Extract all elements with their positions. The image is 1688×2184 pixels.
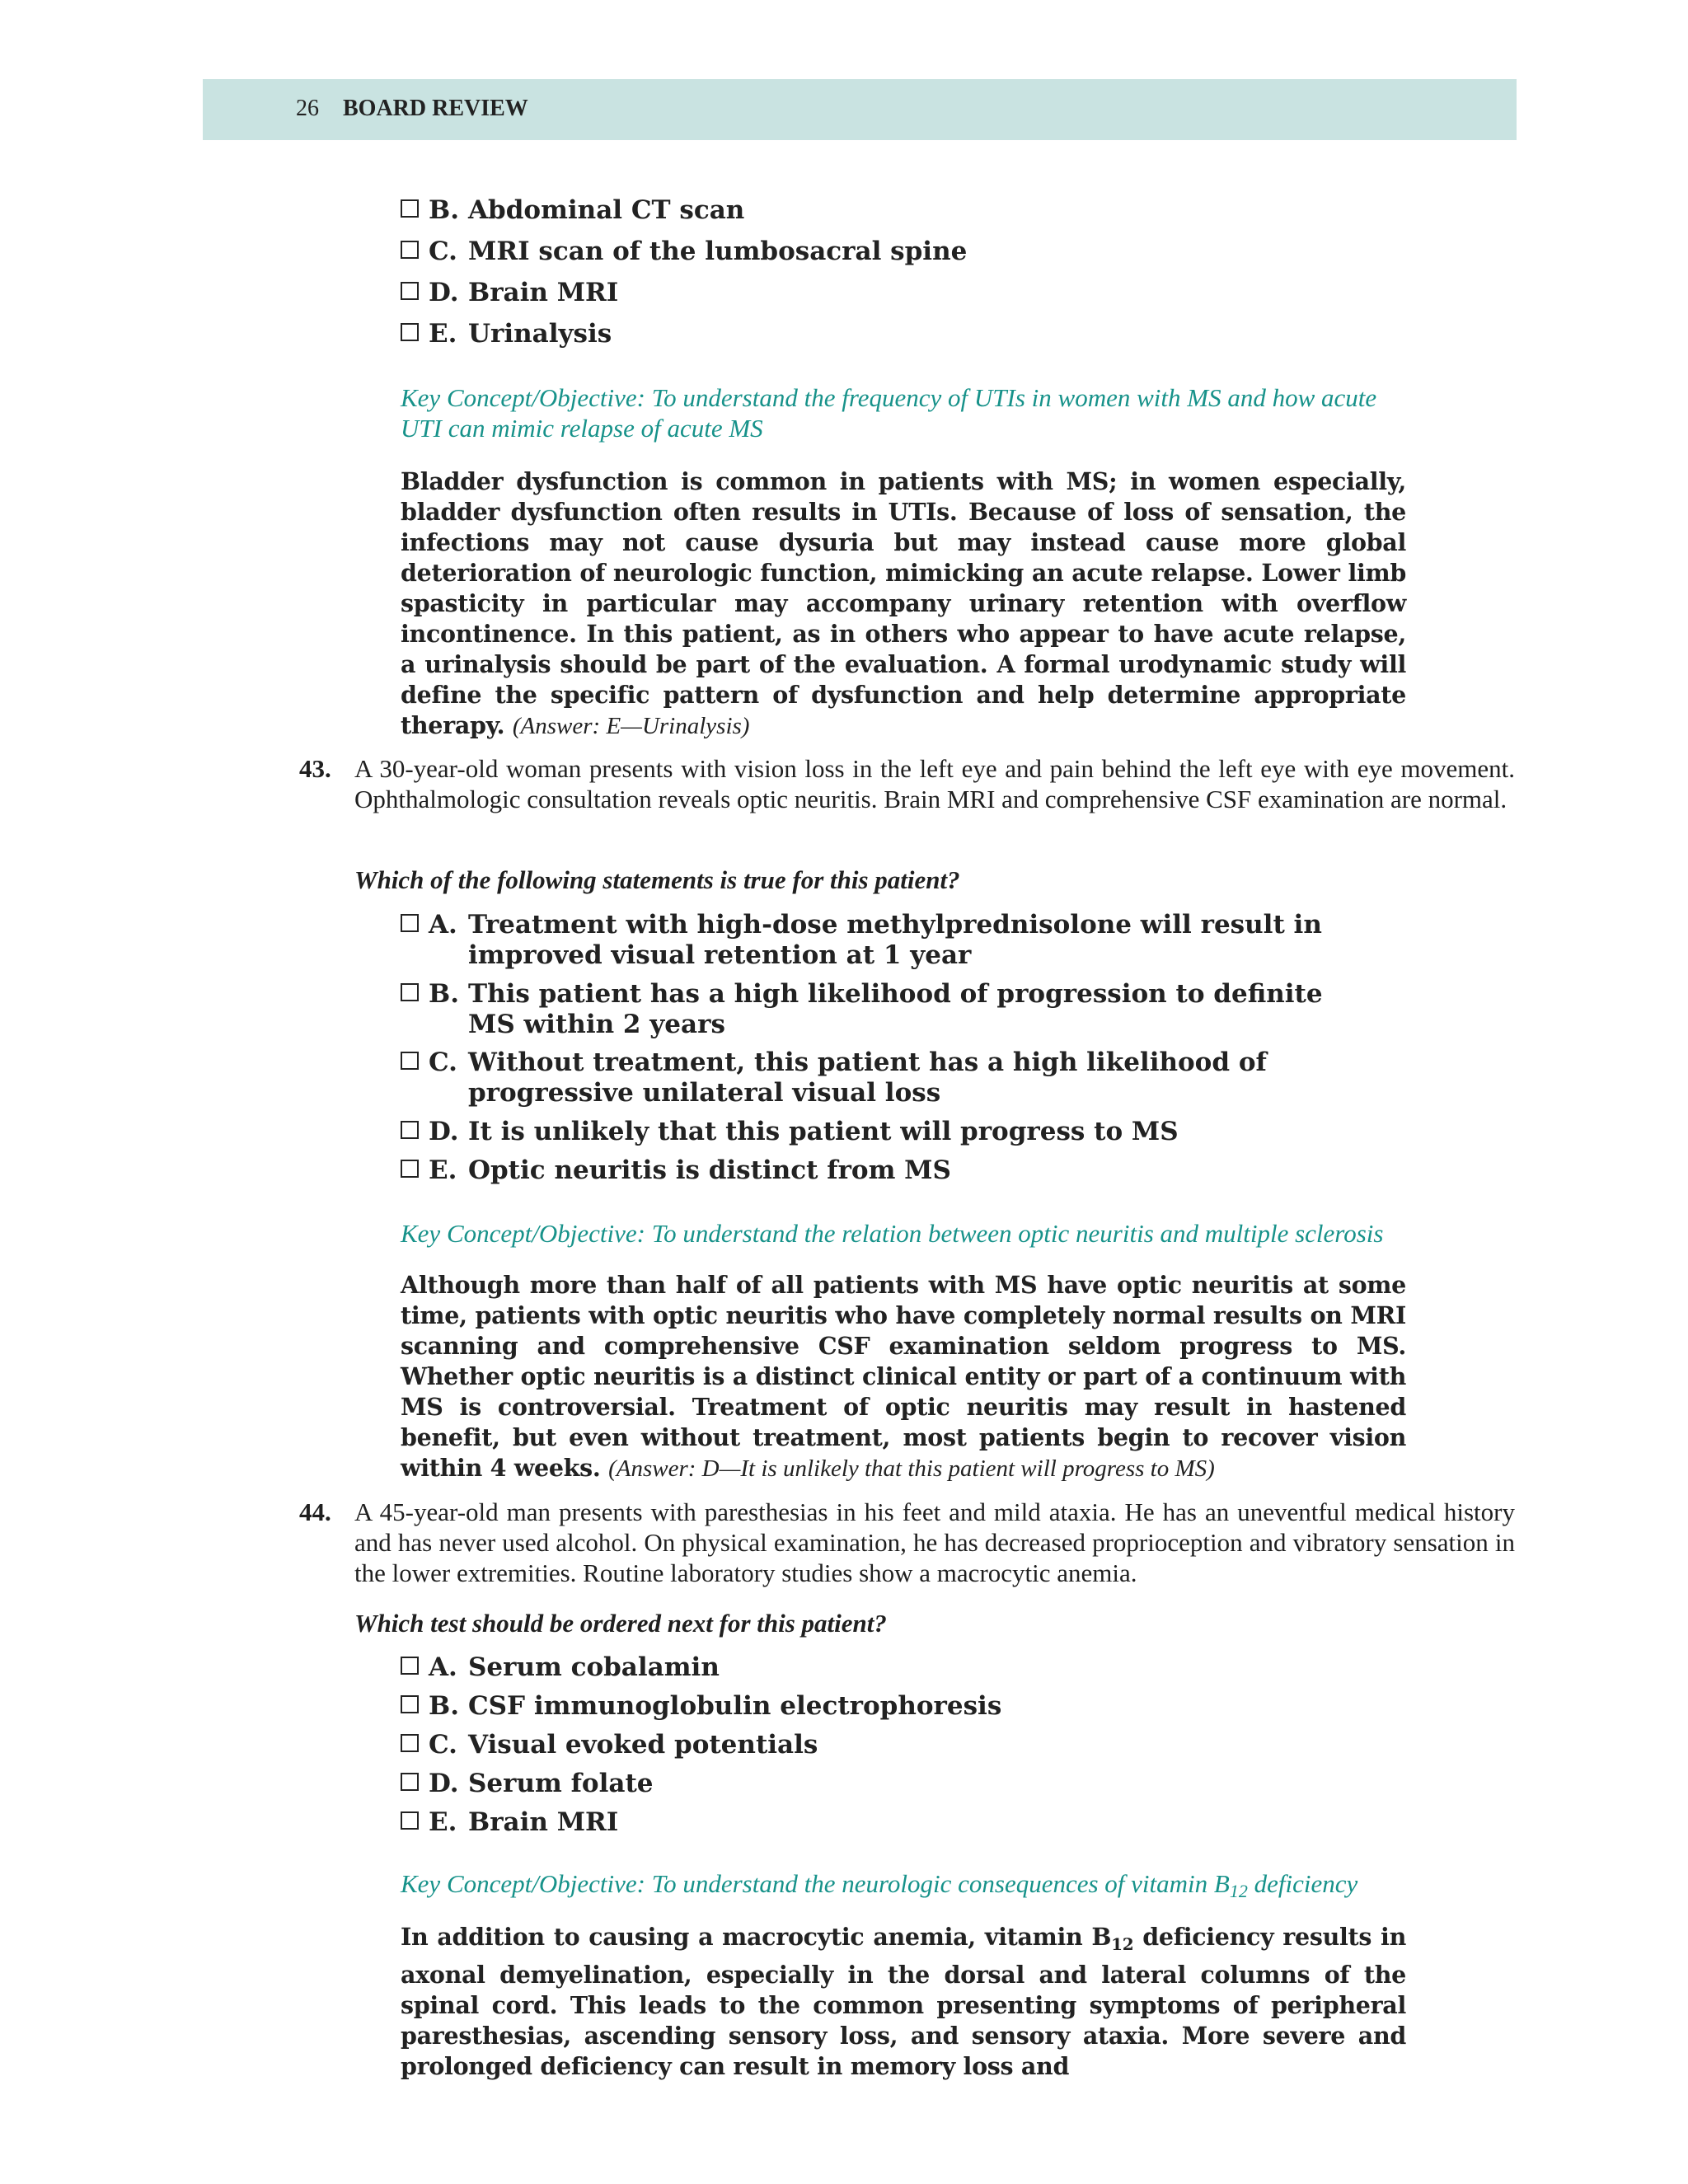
q43-choice-a[interactable]: A. Treatment with high-dose methylprednisolone will result in improved visual retention at 1 year: [401, 910, 1348, 971]
checkbox-icon[interactable]: [401, 1811, 419, 1830]
q42-choice-e[interactable]: E. Urinalysis: [401, 319, 612, 349]
q42-key-concept: Key Concept/Objective: To understand the frequency of UTIs in women with MS and how acute UTI can mimic relapse of acute MS: [401, 383, 1377, 443]
q44-number: 44.: [299, 1497, 331, 1526]
checkbox-icon[interactable]: [401, 1160, 419, 1178]
q42-choice-d[interactable]: D. Brain MRI: [401, 278, 618, 308]
q43-key-concept: Key Concept/Objective: To understand the relation between optic neuritis and multiple sclerosis: [401, 1219, 1384, 1248]
q44-prompt: Which test should be ordered next for this patient?: [354, 1609, 887, 1638]
running-header: [203, 79, 1517, 140]
q44-key-concept: Key Concept/Objective: To understand the neurologic consequences of vitamin $B_{12}$ deficiency: [401, 1869, 1358, 1901]
checkbox-icon[interactable]: [401, 1773, 419, 1791]
q44-choice-e[interactable]: E. Brain MRI: [401, 1807, 618, 1838]
q44-explanation: In addition to causing a macrocytic anemia, vitamin $B_{12}$ deficiency results in axonal demyelination, especially in the dorsal and lateral columns of the spinal cord. This leads to the common presenting symptoms of peripheral paresthesias, ascending sensory loss, and sensory ataxia. More severe and prolonged deficiency can result in memory loss and: [401, 1923, 1406, 2080]
checkbox-icon[interactable]: [401, 282, 419, 300]
q43-choice-c[interactable]: C. Without treatment, this patient has a high likelihood of progressive unilateral visual loss: [401, 1047, 1348, 1108]
q43-choice-d[interactable]: D. It is unlikely that this patient will progress to MS: [401, 1117, 1179, 1147]
q42-choice-b[interactable]: B. Abdominal CT scan: [401, 195, 744, 226]
q44-choice-b[interactable]: B. CSF immunoglobulin electrophoresis: [401, 1691, 1001, 1722]
q44-choice-a[interactable]: A. Serum cobalamin: [401, 1652, 720, 1683]
page-number: 26: [296, 96, 319, 121]
q43-number: 43.: [299, 754, 331, 783]
q43-prompt: Which of the following statements is true for this patient?: [354, 865, 960, 894]
q44-choice-c[interactable]: C. Visual evoked potentials: [401, 1730, 818, 1760]
checkbox-icon[interactable]: [401, 1657, 419, 1675]
q42-choice-c[interactable]: C. MRI scan of the lumbosacral spine: [401, 237, 967, 267]
checkbox-icon[interactable]: [401, 1734, 419, 1752]
q43-answer: (Answer: D—It is unlikely that this patient will progress to MS): [608, 1455, 1215, 1482]
q44-stem: A 45-year-old man presents with paresthesias in his feet and mild ataxia. He has an uneventful medical history and has never used alcohol. On physical examination, he has decreased proprioception and vibratory sensation in the lower extremities. Routine laboratory studies show a macrocytic anemia.: [354, 1497, 1515, 1587]
checkbox-icon[interactable]: [401, 1695, 419, 1713]
q43-explanation: Although more than half of all patients with MS have optic neuritis at some time, patients with optic neuritis who have completely normal results on MRI scanning and comprehensive CSF examination seldom progress to MS. Whether optic neuritis is a distinct clinical entity or part of a continuum with MS is controversial. Treatment of optic neuritis may result in hastened benefit, but even without treatment, most patients begin to recover vision within 4 weeks. (Answer: D—It is unlikely that this patient will progress to MS): [401, 1271, 1406, 1482]
checkbox-icon[interactable]: [401, 1052, 419, 1070]
q43-choice-b[interactable]: B. This patient has a high likelihood of progression to definite MS within 2 years: [401, 979, 1348, 1040]
checkbox-icon[interactable]: [401, 323, 419, 341]
checkbox-icon[interactable]: [401, 241, 419, 259]
running-head-title: BOARD REVIEW: [343, 96, 528, 121]
checkbox-icon[interactable]: [401, 914, 419, 932]
checkbox-icon[interactable]: [401, 983, 419, 1001]
q43-choice-e[interactable]: E. Optic neuritis is distinct from MS: [401, 1155, 951, 1186]
q42-answer: (Answer: E—Urinalysis): [512, 713, 750, 739]
checkbox-icon[interactable]: [401, 1121, 419, 1139]
q43-stem: A 30-year-old woman presents with vision loss in the left eye and pain behind the left eye with eye movement. Ophthalmologic consultation reveals optic neuritis. Brain MRI and comprehensive CSF examination are normal.: [354, 754, 1515, 813]
checkbox-icon[interactable]: [401, 199, 419, 218]
q42-explanation: Bladder dysfunction is common in patients with MS; in women especially, bladder dysfunction often results in UTIs. Because of loss of sensation, the infections may not cause dysuria but may instead cause more global deterioration of neurologic function, mimicking an acute relapse. Lower limb spasticity in particular may accompany urinary retention with overflow incontinence. In this patient, as in others who appear to have acute relapse, a urinalysis should be part of the evaluation. A formal urodynamic study will define the specific pattern of dysfunction and help determine appropriate therapy. (Answer: E—Urinalysis): [401, 467, 1406, 739]
q44-choice-d[interactable]: D. Serum folate: [401, 1769, 654, 1799]
